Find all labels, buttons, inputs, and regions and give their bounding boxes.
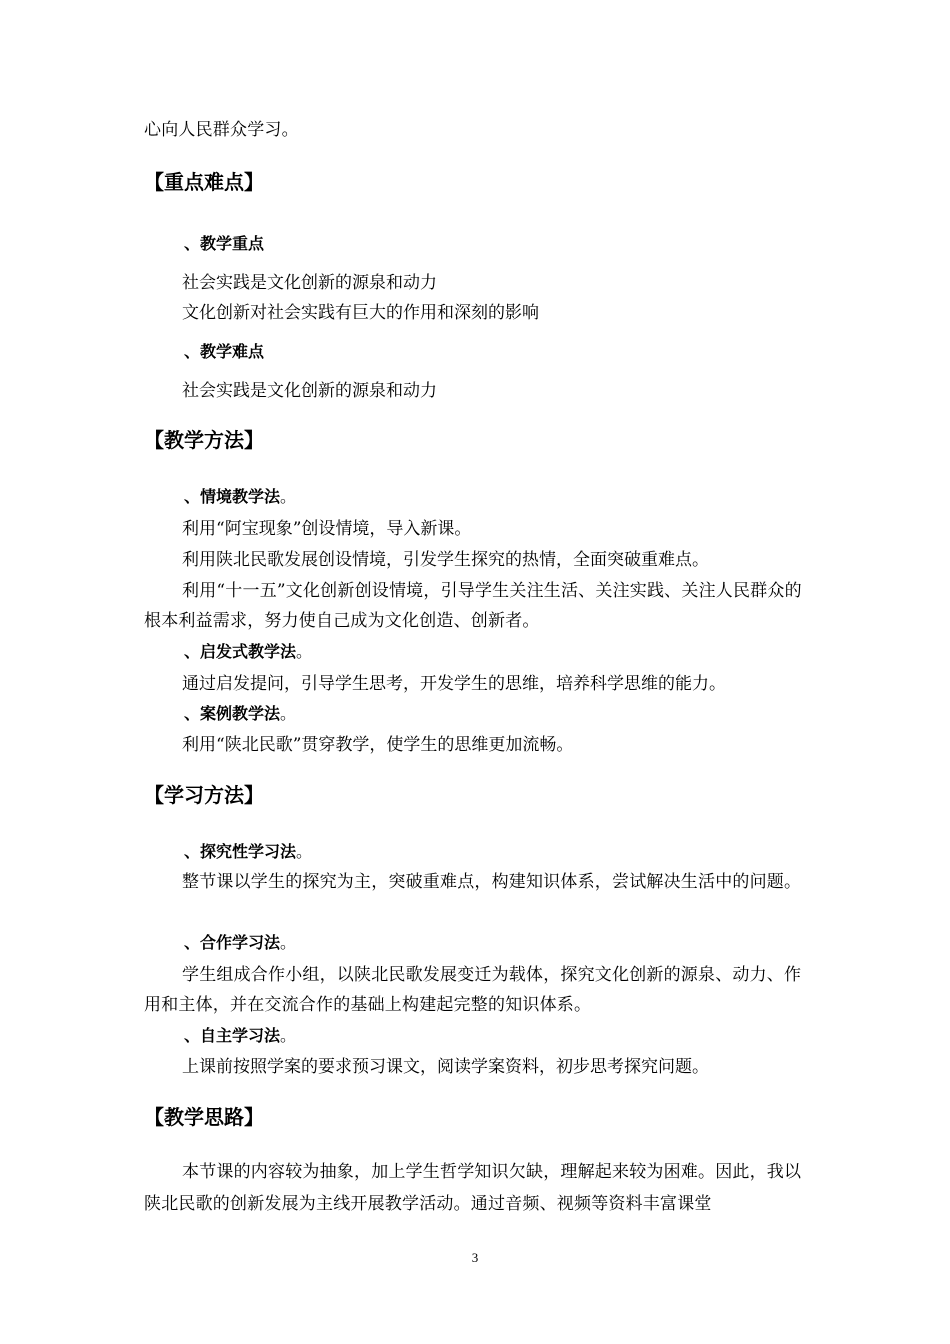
- subheading-teaching-focus: 、教学重点: [184, 234, 265, 253]
- subheading-method-2: 、启发式教学法。: [184, 642, 313, 661]
- study-1-text: 整节课以学生的探究为主，突破重难点，构建知识体系，尝试解决生活中的问题。: [182, 872, 802, 892]
- study-2-text: 学生组成合作小组，以陕北民歌发展变迁为载体，探究文化创新的源泉、动力、作用和主体，并在交流合作的基础上构建起完整的知识体系。: [144, 965, 802, 1015]
- subheading-study-1: 、探究性学习法。: [184, 842, 313, 861]
- method-3-line-1: 利用“陕北民歌”贯穿教学，使学生的思维更加流畅。: [182, 735, 574, 755]
- page-number: 3: [471, 1250, 479, 1265]
- focus-line-1: 社会实践是文化创新的源泉和动力: [182, 273, 437, 293]
- heading-study-methods: 【学习方法】: [144, 783, 264, 807]
- method-1-line-3: 利用“十一五”文化创新创设情境，引导学生关注生活、关注实践、关注人民群众的根本利益需求，努力使自己成为文化创造、创新者。: [144, 581, 802, 631]
- subheading-study-3: 、自主学习法。: [184, 1026, 297, 1045]
- study-3-line-1: 上课前按照学案的要求预习课文，阅读学案资料，初步思考探究问题。: [182, 1057, 709, 1077]
- subheading-teaching-difficulty: 、教学难点: [184, 342, 265, 361]
- heading-key-points: 【重点难点】: [144, 170, 264, 194]
- method-2-line-1: 通过启发提问，引导学生思考，开发学生的思维，培养科学思维的能力。: [182, 674, 726, 694]
- difficulty-line-1: 社会实践是文化创新的源泉和动力: [182, 381, 437, 401]
- subheading-study-2: 、合作学习法。: [184, 933, 297, 952]
- method-1-line-1: 利用“阿宝现象”创设情境，导入新课。: [182, 519, 472, 539]
- heading-teaching-idea: 【教学思路】: [144, 1105, 264, 1129]
- heading-teaching-methods: 【教学方法】: [144, 428, 264, 452]
- subheading-method-1: 、情境教学法。: [184, 487, 297, 506]
- continuation-text: 心向人民群众学习。: [144, 120, 299, 140]
- subheading-method-3: 、案例教学法。: [184, 704, 297, 723]
- teaching-idea-text: 本节课的内容较为抽象，加上学生哲学知识欠缺，理解起来较为困难。因此，我以陕北民歌的创新发展为主线开展教学活动。通过音频、视频等资料丰富课堂: [144, 1162, 802, 1214]
- focus-line-2: 文化创新对社会实践有巨大的作用和深刻的影响: [182, 303, 539, 323]
- method-1-line-2: 利用陕北民歌发展创设情境，引发学生探究的热情，全面突破重难点。: [182, 550, 709, 570]
